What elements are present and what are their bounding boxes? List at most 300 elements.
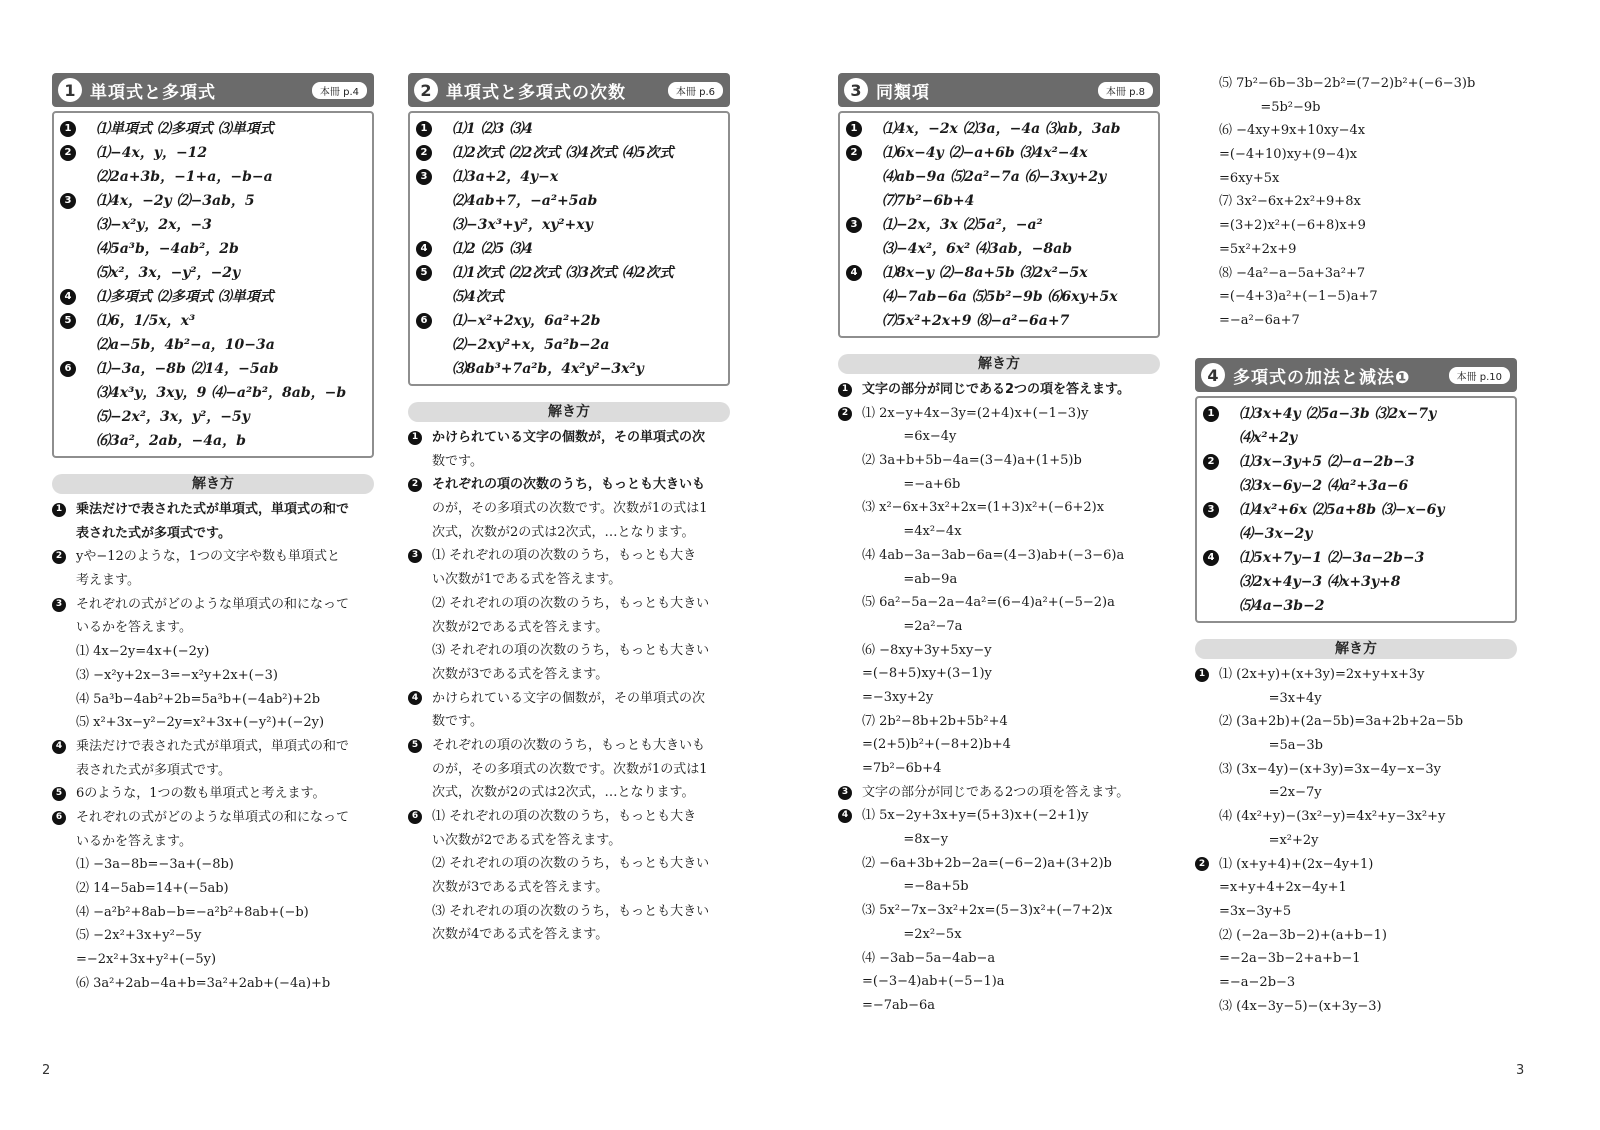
number-badge-icon (838, 667, 852, 681)
number-badge-icon (416, 289, 432, 305)
answer-text: ⑸−2x²，3x，y²，−5y (96, 409, 250, 425)
section-header (1195, 358, 1517, 392)
answer-row (416, 165, 722, 189)
solution-text: =2x²−5x (862, 926, 962, 942)
section-number: 2 (414, 78, 438, 102)
answer-row (60, 261, 366, 285)
answer-row (1203, 450, 1509, 474)
answer-box (1195, 396, 1517, 623)
solution-text: ⑴ 2x−y+4x−3y=(2+4)x+(−1−3)y (862, 405, 1089, 421)
number-badge-icon: 4 (1203, 550, 1219, 566)
solution-text: =−8a+5b (862, 879, 969, 895)
solution-text: 6のような，1つの数も単項式と考えます。 (76, 786, 326, 802)
answer-text: ⑷x²+2y (1239, 430, 1298, 446)
solution-line (1195, 971, 1517, 995)
answer-row (846, 237, 1152, 261)
solution-text: ⑴ それぞれの項の次数のうち，もっとも大き (432, 809, 697, 824)
number-badge-icon: 6 (416, 313, 432, 329)
answer-row (60, 141, 366, 165)
number-badge-icon (408, 905, 422, 919)
solution-text: =8x−y (862, 832, 949, 848)
number-badge-icon: 3 (838, 786, 852, 800)
number-badge-icon (60, 385, 76, 401)
answer-text: ⑴1 ⑵3 ⑶4 (452, 121, 533, 137)
solution-text: いるかを答えます。 (76, 833, 192, 849)
section-number: 4 (1201, 363, 1225, 387)
solution-text: =5b²−9b (1219, 99, 1321, 115)
answer-text: ⑵a−5b，4b²−a，10−3a (96, 337, 275, 353)
solution-line (838, 662, 1160, 686)
answer-box (838, 111, 1160, 338)
answer-row (60, 117, 366, 141)
solution-line (838, 568, 1160, 592)
answer-row (846, 213, 1152, 237)
number-badge-icon (838, 691, 852, 705)
answer-row (416, 213, 722, 237)
number-badge-icon (416, 337, 432, 353)
answer-row (60, 237, 366, 261)
number-badge-icon: 1 (846, 121, 862, 137)
solution-line (838, 852, 1160, 876)
number-badge-icon (60, 409, 76, 425)
section-3 (838, 73, 1160, 1018)
solution-text: 次数が4である式を答えます。 (432, 927, 609, 943)
solution-line (838, 757, 1160, 781)
section-3-continued (1195, 68, 1517, 333)
solution-line (52, 593, 374, 617)
number-badge-icon (408, 668, 422, 682)
number-badge-icon: 2 (60, 145, 76, 161)
number-badge-icon (1195, 243, 1209, 257)
answer-row (60, 405, 366, 429)
number-badge-icon (838, 880, 852, 894)
solution-text: 表された式が多項式です。 (76, 525, 231, 541)
answer-row (416, 141, 722, 165)
solution-line (408, 829, 730, 853)
answer-row (60, 189, 366, 213)
solution-text: =(3+2)x²+(−6+8)x+9 (1219, 218, 1366, 234)
number-badge-icon (1195, 124, 1209, 138)
number-badge-icon (1195, 195, 1209, 209)
solution-text: ⑹ 3a²+2ab−4a+b=3a²+2ab+(−4a)+b (76, 975, 331, 991)
solution-line (52, 569, 374, 593)
answer-row (60, 165, 366, 189)
solution-line (838, 686, 1160, 710)
page-reference-badge: 本冊 p.10 (1449, 367, 1510, 384)
solution-text: =(−4+3)a²+(−1−5)a+7 (1219, 289, 1378, 305)
solution-line (408, 639, 730, 663)
solution-heading: 解き方 (1195, 639, 1517, 659)
solution-line (1195, 876, 1517, 900)
answer-row (416, 309, 722, 333)
number-badge-icon (838, 643, 852, 657)
solution-text: ⑺ 2b²−8b+2b+5b²+4 (862, 713, 1008, 729)
number-badge-icon: 3 (1203, 502, 1219, 518)
number-badge-icon (416, 361, 432, 377)
number-badge-icon (408, 928, 422, 942)
answer-row (416, 189, 722, 213)
answer-row (1203, 402, 1509, 426)
solution-line (52, 688, 374, 712)
solution-line (408, 497, 730, 521)
answer-text: ⑸x²，3x，−y²，−2y (96, 265, 241, 281)
solution-line (52, 948, 374, 972)
number-badge-icon (838, 549, 852, 563)
answer-row (846, 285, 1152, 309)
answer-text: ⑶4x³y，3xy，9 ⑷−a²b²，8ab，−b (96, 385, 347, 401)
solution-line (1195, 309, 1517, 333)
solution-text: ⑴ 4x−2y=4x+(−2y) (76, 644, 210, 660)
solution-line (52, 522, 374, 546)
solution-text: いるかを答えます。 (76, 620, 192, 636)
number-badge-icon (1195, 786, 1209, 800)
solution-text: 数です。 (432, 453, 483, 469)
number-badge-icon (60, 337, 76, 353)
number-badge-icon (1195, 314, 1209, 328)
solution-line (52, 877, 374, 901)
solution-line (1195, 758, 1517, 782)
answer-text: ⑴−2x，3x ⑵5a²，−a² (882, 217, 1043, 233)
answer-row (846, 309, 1152, 333)
solution-text: =3x−3y+5 (1219, 903, 1292, 919)
solution-line (838, 994, 1160, 1018)
solution-line (408, 568, 730, 592)
solution-line (52, 853, 374, 877)
answer-text: ⑶−3x³+y²，xy²+xy (452, 217, 593, 233)
solution-line (1195, 781, 1517, 805)
number-badge-icon: 6 (52, 811, 66, 825)
number-badge-icon: 4 (846, 265, 862, 281)
solution-text: =ab−9a (862, 571, 958, 587)
solution-line (838, 733, 1160, 757)
solution-text: =−a−2b−3 (1219, 974, 1296, 990)
number-badge-icon: 1 (1195, 668, 1209, 682)
number-badge-icon: 2 (416, 145, 432, 161)
solution-text: 次数が3である式を答えます。 (432, 880, 609, 896)
solution-text: ⑵ 3a+b+5b−4a=(3−4)a+(1+5)b (862, 453, 1082, 469)
section-4 (1195, 358, 1517, 1018)
answer-text: ⑹3a²，2ab，−4a，b (96, 433, 246, 449)
number-badge-icon (838, 620, 852, 634)
answer-text: ⑵4ab+7，−a²+5ab (452, 193, 598, 209)
number-badge-icon: 4 (416, 241, 432, 257)
page-reference-badge: 本冊 p.4 (312, 82, 367, 99)
answer-text: ⑴−4x，y，−12 (96, 145, 208, 161)
solution-text: =(−4+10)xy+(9−4)x (1219, 147, 1358, 163)
solution-line (52, 664, 374, 688)
answer-text: ⑷ab−9a ⑸2a²−7a ⑹−3xy+2y (882, 169, 1107, 185)
solution-text: =(−8+5)xy+(3−1)y (862, 666, 992, 682)
number-badge-icon (1195, 219, 1209, 233)
number-badge-icon (838, 928, 852, 942)
number-badge-icon (408, 715, 422, 729)
number-badge-icon (1195, 172, 1209, 186)
solution-line (408, 805, 730, 829)
answer-row (60, 309, 366, 333)
solution-text: ⑸ x²+3x−y²−2y=x²+3x+(−y²)+(−2y) (76, 715, 325, 731)
answer-row (60, 285, 366, 309)
page-reference-badge: 本冊 p.8 (1098, 82, 1153, 99)
solution-line (838, 496, 1160, 520)
answer-text: ⑺7b²−6b+4 (882, 193, 975, 209)
page-reference-badge: 本冊 p.6 (668, 82, 723, 99)
number-badge-icon (408, 502, 422, 516)
section-title: 多項式の加法と減法❶ (1233, 367, 1411, 388)
solution-line (52, 545, 374, 569)
number-badge-icon (1203, 574, 1219, 590)
number-badge-icon (52, 834, 66, 848)
number-badge-icon (1203, 430, 1219, 446)
number-badge-icon: 5 (60, 313, 76, 329)
answer-row (846, 165, 1152, 189)
page-number-right: 3 (1516, 1063, 1525, 1078)
number-badge-icon (1195, 881, 1209, 895)
number-badge-icon: 3 (60, 193, 76, 209)
number-badge-icon (838, 857, 852, 871)
section-number: 3 (844, 78, 868, 102)
number-badge-icon (1195, 739, 1209, 753)
solution-text: それぞれの項の次数のうち，もっとも大きいも (432, 477, 706, 493)
solution-line (1195, 238, 1517, 262)
solution-line (408, 544, 730, 568)
solution-line (1195, 285, 1517, 309)
number-badge-icon (60, 433, 76, 449)
number-badge-icon: 5 (52, 787, 66, 801)
number-badge-icon (1195, 763, 1209, 777)
solution-text: ⑵ −6a+3b+2b−2a=(−6−2)a+(3+2)b (862, 855, 1112, 871)
solution-heading: 解き方 (52, 474, 374, 494)
solution-text: 文字の部分が同じである2つの項を答えます。 (862, 784, 1130, 800)
number-badge-icon (52, 763, 66, 777)
solution-text: ⑵ それぞれの項の次数のうち，もっとも大きい (432, 856, 710, 872)
section-1 (52, 73, 374, 995)
solution-text: ⑺ 3x²−6x+2x²+9+8x (1219, 194, 1361, 210)
answer-text: ⑴単項式 ⑵多項式 ⑶単項式 (96, 121, 274, 137)
answer-row (60, 213, 366, 237)
section-title: 単項式と多項式 (90, 82, 216, 103)
solution-text: =−a+6b (862, 476, 961, 492)
number-badge-icon (838, 596, 852, 610)
answer-row (60, 333, 366, 357)
solution-line (838, 591, 1160, 615)
number-badge-icon: 4 (52, 740, 66, 754)
section-header (838, 73, 1160, 107)
answer-text: ⑺5x²+2x+9 ⑻−a²−6a+7 (882, 313, 1070, 329)
solution-text: ⑷ −a²b²+8ab−b=−a²b²+8ab+(−b) (76, 904, 309, 920)
answer-text: ⑴1次式 ⑵2次式 ⑶3次式 ⑷2次式 (452, 265, 674, 281)
solution-line (1195, 853, 1517, 877)
answer-text: ⑶2x+4y−3 ⑷x+3y+8 (1239, 574, 1401, 590)
number-badge-icon (408, 762, 422, 776)
solution-text: ⑴ (2x+y)+(x+3y)=2x+y+x+3y (1219, 667, 1425, 682)
number-badge-icon (1195, 290, 1209, 304)
solution-text: のが，その多項式の次数です。次数が1の式は1 (432, 501, 708, 517)
solution-line (838, 947, 1160, 971)
solution-text: =−7ab−6a (862, 997, 936, 1013)
solution-line (1195, 710, 1517, 734)
solution-text: ⑹ −8xy+3y+5xy−y (862, 642, 992, 658)
solution-line (838, 449, 1160, 473)
answer-row (1203, 474, 1509, 498)
number-badge-icon (838, 714, 852, 728)
solution-line (52, 711, 374, 735)
number-badge-icon (838, 999, 852, 1013)
solution-text: 次数が2である式を答えます。 (432, 619, 609, 635)
solution-line (408, 876, 730, 900)
solution-line (838, 425, 1160, 449)
answer-text: ⑴8x−y ⑵−8a+5b ⑶2x²−5x (882, 265, 1088, 281)
solution-text: =2x−7y (1219, 785, 1322, 801)
number-badge-icon (846, 169, 862, 185)
solution-text: 乗法だけで表された式が単項式，単項式の和で (76, 502, 350, 517)
solution-line (1195, 687, 1517, 711)
section-2 (408, 73, 730, 947)
solution-line (838, 710, 1160, 734)
solution-text: ⑵ それぞれの項の次数のうち，もっとも大きい (432, 595, 710, 611)
answer-text: ⑸4a−3b−2 (1239, 598, 1325, 614)
solution-line (408, 923, 730, 947)
number-badge-icon: 2 (846, 145, 862, 161)
section-number: 1 (58, 78, 82, 102)
answer-text: ⑶−4x²，6x² ⑷3ab，−8ab (882, 241, 1072, 257)
solution-text: ⑸ 6a²−5a−2a−4a²=(6−4)a²+(−5−2)a (862, 595, 1115, 611)
solution-lines (52, 498, 374, 995)
answer-row (416, 237, 722, 261)
solution-lines (838, 378, 1160, 1018)
solution-lines (408, 426, 730, 947)
solution-line (838, 639, 1160, 663)
solution-line (52, 498, 374, 522)
solution-line (408, 734, 730, 758)
number-badge-icon (838, 478, 852, 492)
solution-line (838, 402, 1160, 426)
number-badge-icon: 2 (52, 550, 66, 564)
answer-row (60, 429, 366, 453)
solution-text: =5x²+2x+9 (1219, 241, 1297, 257)
answer-text: ⑴4x，−2x ⑵3a，−4a ⑶ab，3ab (882, 121, 1121, 137)
number-badge-icon (1203, 598, 1219, 614)
solution-text: 乗法だけで表された式が単項式，単項式の和で (76, 738, 350, 754)
solution-line (838, 804, 1160, 828)
number-badge-icon: 2 (408, 478, 422, 492)
solution-line (408, 592, 730, 616)
solution-heading: 解き方 (838, 354, 1160, 374)
number-badge-icon (1195, 952, 1209, 966)
number-badge-icon: 3 (846, 217, 862, 233)
solution-line (1195, 143, 1517, 167)
number-badge-icon (408, 857, 422, 871)
number-badge-icon (838, 738, 852, 752)
solution-line (1195, 262, 1517, 286)
answer-text: ⑴4x，−2y ⑵−3ab，5 (96, 193, 255, 209)
answer-text: ⑴3x−3y+5 ⑵−a−2b−3 (1239, 454, 1415, 470)
solution-line (408, 663, 730, 687)
solution-line (1195, 96, 1517, 120)
solution-line (408, 687, 730, 711)
answer-row (846, 189, 1152, 213)
solution-line (838, 520, 1160, 544)
solution-line (52, 782, 374, 806)
solution-line (52, 830, 374, 854)
solution-text: 次式，次数が2の式は2次式，…となります。 (432, 524, 695, 540)
answer-row (416, 333, 722, 357)
answer-row (416, 357, 722, 381)
number-badge-icon: 5 (416, 265, 432, 281)
solution-text: =(−3−4)ab+(−5−1)a (862, 974, 1005, 990)
solution-line (408, 450, 730, 474)
answer-box (408, 111, 730, 386)
answer-text: ⑴5x+7y−1 ⑵−3a−2b−3 (1239, 550, 1425, 566)
solution-text: =x²+2y (1219, 832, 1319, 848)
number-badge-icon (408, 881, 422, 895)
number-badge-icon (846, 313, 862, 329)
solution-text: ⑶ (3x−4y)−(x+3y)=3x−4y−x−3y (1219, 761, 1441, 777)
number-badge-icon (52, 953, 66, 967)
number-badge-icon (52, 977, 66, 991)
solution-text: =6x−4y (862, 429, 957, 445)
solution-text: ⑴ 5x−2y+3x+y=(5+3)x+(−2+1)y (862, 808, 1089, 824)
solution-text: い次数が1である式を答えます。 (432, 572, 622, 588)
number-badge-icon (60, 265, 76, 281)
answer-row (416, 261, 722, 285)
number-badge-icon (1195, 999, 1209, 1013)
solution-text: ⑷ (4x²+y)−(3x²−y)=4x²+y−3x²+y (1219, 809, 1446, 825)
answer-text: ⑴6，1/5x，x³ (96, 313, 196, 329)
section-title: 単項式と多項式の次数 (446, 82, 626, 103)
answer-row (60, 381, 366, 405)
solution-line (838, 970, 1160, 994)
answer-text: ⑴−x²+2xy，6a²+2b (452, 313, 601, 329)
number-badge-icon (838, 454, 852, 468)
number-badge-icon (52, 929, 66, 943)
number-badge-icon (60, 217, 76, 233)
answer-text: ⑵−2xy²+x，5a²b−2a (452, 337, 610, 353)
answer-text: ⑴3a+2，4y−x (452, 169, 559, 185)
solution-line (408, 616, 730, 640)
solution-text: それぞれの式がどのような単項式の和になって (76, 809, 350, 825)
solution-line (52, 640, 374, 664)
answer-text: ⑴6x−4y ⑵−a+6b ⑶4x²−4x (882, 145, 1088, 161)
solution-text: =7b²−6b+4 (862, 761, 942, 776)
number-badge-icon (60, 241, 76, 257)
solution-text: い次数が2である式を答えます。 (432, 832, 622, 848)
solution-line (52, 616, 374, 640)
solution-line (52, 924, 374, 948)
number-badge-icon: 1 (52, 503, 66, 517)
number-badge-icon: 5 (408, 739, 422, 753)
solution-line (408, 710, 730, 734)
solution-line (1195, 924, 1517, 948)
solution-line (1195, 734, 1517, 758)
number-badge-icon (52, 669, 66, 683)
answer-text: ⑷5a³b，−4ab²，2b (96, 241, 239, 257)
number-badge-icon (408, 644, 422, 658)
solution-line (838, 899, 1160, 923)
answer-text: ⑴多項式 ⑵多項式 ⑶単項式 (96, 289, 274, 305)
solution-text: ⑷ 4ab−3a−3ab−6a=(4−3)ab+(−3−6)a (862, 547, 1125, 563)
answer-text: ⑶8ab³+7a²b，4x²y²−3x²y (452, 361, 644, 377)
solution-text: ⑷ −3ab−5a−4ab−a (862, 950, 996, 966)
number-badge-icon (1203, 478, 1219, 494)
solution-text: =−a²−6a+7 (1219, 312, 1300, 328)
solution-text: かけられている文字の個数が，その単項式の次 (432, 690, 706, 706)
number-badge-icon (1195, 928, 1209, 942)
number-badge-icon (838, 904, 852, 918)
number-badge-icon (408, 597, 422, 611)
solution-text: 数です。 (432, 714, 483, 730)
solution-text: ⑵ (−2a−3b−2)+(a+b−1) (1219, 927, 1388, 943)
solution-line (1195, 829, 1517, 853)
